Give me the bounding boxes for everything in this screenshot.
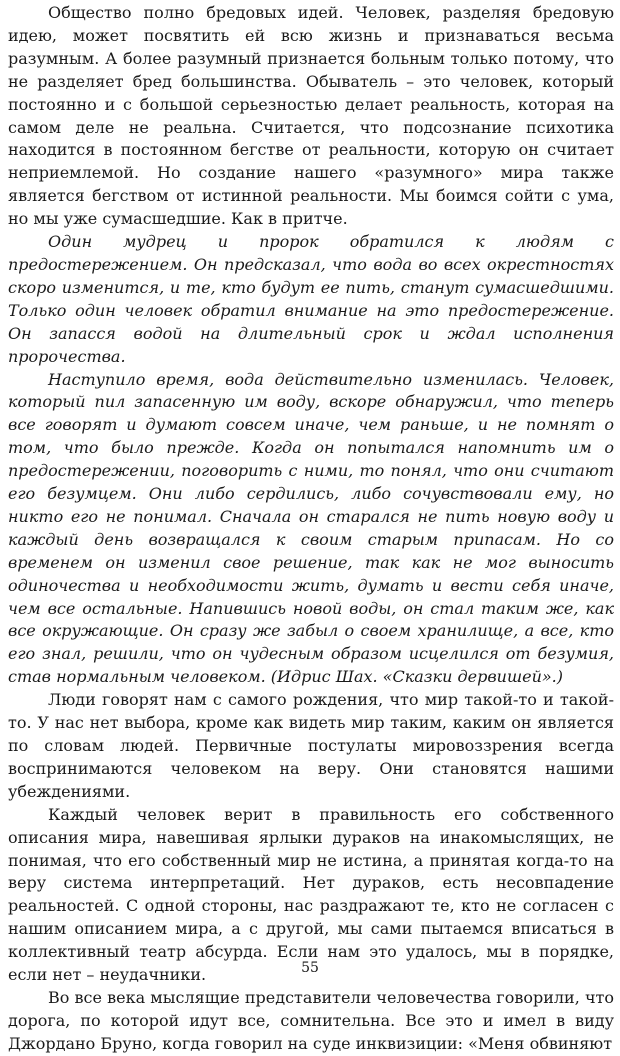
- paragraph-description-of-world: Каждый человек верит в правильность его собственного описания мира, навешивая ярлыки дураков на инакомыслящих, не понимая, что его собственный мир не истина, а принятая когда-то на веру система интерпретаций. Нет дураков, есть несовпадение реальностей. С одной стороны, нас раздражают те, кто не согласен с нашим описанием мира, а с другой, мы сами пытаемся вписаться в коллективный театр абсурда. Если нам это удалось, мы в порядке, если нет – неудачники.: [8, 804, 614, 985]
- page-number: 55: [301, 960, 319, 976]
- paragraph-beliefs: Люди говорят нам с самого рождения, что мир такой-то и такой-то. У нас нет выбора, кроме как видеть мир таким, каким он является по словам людей. Первичные постулаты мировоззрения всегда воспринимаются человеком на веру. Они становятся нашими убеждениями.: [8, 690, 614, 801]
- paragraph-society: Общество полно бредовых идей. Человек, разделяя бредовую идею, может посвятить ей всю жизнь и признаваться весьма разумным. А более разумный признается больным только потому, что не разделяет бред большинства. Обыватель – это человек, который постоянно и с большой серьезностью делает реальность, которая на самом деле не реальна. Считается, что подсознание психотика находится в постоянном бегстве от реальности, которую он считает неприемлемой. Но создание нашего «разумного» мира также является бегством от истинной реальности. Мы боимся сойти с ума, но мы уже сумасшедшие. Как в притче.: [8, 3, 614, 229]
- parable-paragraph-water-changed: Наступило время, вода действительно изменилась. Человек, который пил запасенную им воду, вскоре обнаружил, что теперь все говорят и думают совсем иначе, чем раньше, и не помнят о том, что было прежде. Когда он попытался напомнить им о предостережении, поговорить с ними, то понял, что они считают его безумцем. Они либо сердились, либо сочувствовали ему, но никто его не понимал. Сначала он старался не пить новую воду и каждый день возвращался к своим старым припасам. Но со временем он изменил свое решение, так как не мог выносить одиночества и необходимости жить, думать и вести себя иначе, чем все остальные. Напившись новой воды, он стал таким же, как все окружающие. Он сразу же забыл о своем хранилище, а все, кто его знал, решили, что он чудесным образом исцелился от безумия, став нормальным человеком. (Идрис Шах. «Сказки дервишей».): [8, 369, 614, 687]
- paragraph-giordano-bruno: Во все века мыслящие представители человечества говорили, что дорога, по которой идут все, сомнительна. Все это и имел в виду Джордано Бруно, когда говорил на суде инквизиции: «Меня обвиняют: [8, 987, 614, 1053]
- body-text: [8, 2, 614, 1056]
- parable-paragraph-warning: Один мудрец и пророк обратился к людям с предостережением. Он предсказал, что вода во всех окрестностях скоро изменится, и те, кто будут ее пить, станут сумасшедшими. Только один человек обратил внимание на это предостережение. Он запасся водой на длительный срок и ждал исполнения пророчества.: [8, 232, 614, 366]
